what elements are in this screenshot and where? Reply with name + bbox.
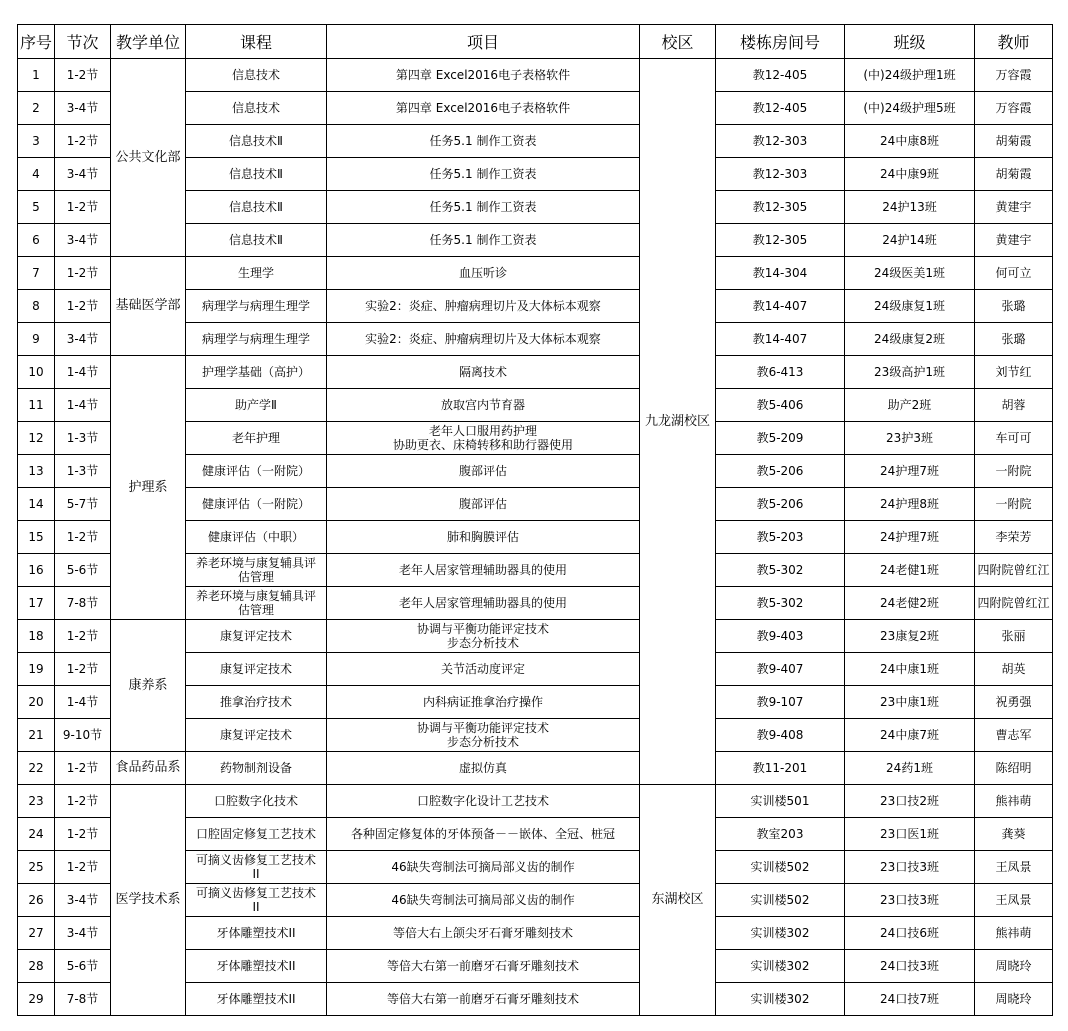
class-cell: 23级高护1班: [845, 356, 975, 389]
class-cell: 23康复2班: [845, 620, 975, 653]
header-teacher: 教师: [975, 25, 1053, 59]
row-number: 2: [18, 92, 55, 125]
room-cell: 教5-302: [716, 554, 845, 587]
project-cell: [327, 983, 640, 1016]
class-cell: 23中康1班: [845, 686, 975, 719]
room-cell: 教5-406: [716, 389, 845, 422]
course-cell: [186, 158, 327, 191]
teacher-cell: 熊祎萌: [975, 917, 1053, 950]
row-number: 27: [18, 917, 55, 950]
class-cell: 24护理8班: [845, 488, 975, 521]
class-cell: 24口技3班: [845, 950, 975, 983]
row-number: 12: [18, 422, 55, 455]
teacher-cell: 刘节红: [975, 356, 1053, 389]
campus-cell: 东湖校区: [640, 785, 716, 1016]
row-number: 10: [18, 356, 55, 389]
row-number: 14: [18, 488, 55, 521]
room-cell: 教14-407: [716, 290, 845, 323]
course-cell-line: 牙体雕塑技术II: [216, 992, 296, 1006]
header-course: 课程: [186, 25, 327, 59]
header-row: [18, 25, 1053, 59]
course-cell: [186, 290, 327, 323]
project-cell: [327, 917, 640, 950]
project-cell: [327, 950, 640, 983]
teacher-cell: 四附院曾红江: [975, 587, 1053, 620]
row-period: 7-8节: [55, 983, 111, 1016]
class-cell: 24护理7班: [845, 455, 975, 488]
project-cell-line: 内科病证推拿治疗操作: [422, 695, 543, 709]
course-cell: [186, 554, 327, 587]
teacher-cell: 曹志军: [975, 719, 1053, 752]
row-period: 1-2节: [55, 59, 111, 92]
row-period: 1-2节: [55, 851, 111, 884]
row-period: 1-4节: [55, 686, 111, 719]
teacher-cell: 万容霞: [975, 92, 1053, 125]
row-period: 3-4节: [55, 323, 111, 356]
project-cell-line: 腹部评估: [458, 497, 507, 511]
course-cell-line: 口腔数字化技术: [213, 794, 298, 808]
course-cell-line: 信息技术Ⅱ: [229, 134, 283, 148]
course-cell-line: 康复评定技术: [219, 662, 292, 676]
course-cell-line: 康复评定技术: [219, 728, 292, 742]
class-cell: 24口技7班: [845, 983, 975, 1016]
room-cell: 教5-209: [716, 422, 845, 455]
teacher-cell: 胡蓉: [975, 389, 1053, 422]
room-cell: 教12-405: [716, 59, 845, 92]
row-period: 1-2节: [55, 785, 111, 818]
room-cell: 教14-304: [716, 257, 845, 290]
project-cell: [327, 686, 640, 719]
row-period: 3-4节: [55, 92, 111, 125]
room-cell: 教12-305: [716, 191, 845, 224]
header-unit: 教学单位: [111, 25, 186, 59]
row-number: 25: [18, 851, 55, 884]
teacher-cell: 胡菊霞: [975, 125, 1053, 158]
row-period: 3-4节: [55, 224, 111, 257]
row-number: 24: [18, 818, 55, 851]
course-cell-line: 病理学与病理生理学: [201, 332, 310, 346]
row-period: 1-2节: [55, 191, 111, 224]
course-cell: [186, 422, 327, 455]
header-class: 班级: [845, 25, 975, 59]
header-no: 序号: [18, 25, 55, 59]
project-cell: [327, 488, 640, 521]
project-cell-line: 第四章 Excel2016电子表格软件: [395, 68, 571, 82]
header-period: 节次: [55, 25, 111, 59]
row-period: 1-2节: [55, 125, 111, 158]
row-number: 17: [18, 587, 55, 620]
room-cell: 教11-201: [716, 752, 845, 785]
project-cell-line: 老年人居家管理辅助器具的使用: [398, 596, 567, 610]
course-cell-line: 推拿治疗技术: [219, 695, 292, 709]
row-period: 1-4节: [55, 356, 111, 389]
course-cell: [186, 653, 327, 686]
project-cell-line: 等倍大右第一前磨牙石膏牙雕刻技术: [386, 959, 579, 973]
teacher-cell: 胡英: [975, 653, 1053, 686]
project-cell: [327, 59, 640, 92]
row-number: 4: [18, 158, 55, 191]
project-cell: [327, 92, 640, 125]
project-cell-line: 肺和胸膜评估: [446, 530, 519, 544]
class-cell: 23护3班: [845, 422, 975, 455]
row-number: 8: [18, 290, 55, 323]
room-cell: 实训楼502: [716, 884, 845, 917]
project-cell: [327, 455, 640, 488]
project-cell: [327, 389, 640, 422]
course-cell-line: 康复评定技术: [219, 629, 292, 643]
course-cell-line: 生理学: [237, 266, 274, 280]
class-cell: 助产2班: [845, 389, 975, 422]
course-cell: [186, 785, 327, 818]
row-period: 1-3节: [55, 422, 111, 455]
row-number: 1: [18, 59, 55, 92]
project-cell-line: 血压听诊: [458, 266, 507, 280]
project-cell: [327, 620, 640, 653]
row-period: 7-8节: [55, 587, 111, 620]
class-cell: 24级医美1班: [845, 257, 975, 290]
header-room: 楼栋房间号: [716, 25, 845, 59]
room-cell: 实训楼302: [716, 950, 845, 983]
class-cell: 24护14班: [845, 224, 975, 257]
project-cell-line: 协助更衣、床椅转移和助行器使用: [392, 438, 573, 452]
course-cell: [186, 257, 327, 290]
project-cell-line: 虚拟仿真: [458, 761, 507, 775]
class-cell: 23口医1班: [845, 818, 975, 851]
course-cell: [186, 488, 327, 521]
room-cell: 教5-302: [716, 587, 845, 620]
row-period: 3-4节: [55, 884, 111, 917]
unit-cell: 公共文化部: [111, 59, 186, 257]
teacher-cell: 王凤景: [975, 851, 1053, 884]
table-row: [18, 785, 1053, 818]
room-cell: 教6-413: [716, 356, 845, 389]
project-cell-line: 第四章 Excel2016电子表格软件: [395, 101, 571, 115]
teacher-cell: 黄建宇: [975, 191, 1053, 224]
project-cell: [327, 785, 640, 818]
room-cell: 教9-407: [716, 653, 845, 686]
course-cell-line: 病理学与病理生理学: [201, 299, 310, 313]
project-cell-line: 46缺失弯制法可摘局部义齿的制作: [391, 893, 575, 907]
project-cell: [327, 422, 640, 455]
course-cell-line: 牙体雕塑技术II: [216, 926, 296, 940]
row-period: 9-10节: [55, 719, 111, 752]
project-cell: [327, 719, 640, 752]
table-body: [18, 59, 1053, 1016]
project-cell-line: 隔离技术: [458, 365, 507, 379]
project-cell: [327, 125, 640, 158]
project-cell: [327, 257, 640, 290]
room-cell: 教12-305: [716, 224, 845, 257]
course-cell-line: 护理学基础（高护）: [201, 365, 310, 379]
project-cell-line: 协调与平衡功能评定技术: [416, 721, 549, 735]
row-period: 5-6节: [55, 950, 111, 983]
row-number: 22: [18, 752, 55, 785]
teacher-cell: 李荣芳: [975, 521, 1053, 554]
project-cell-line: 放取宫内节育器: [440, 398, 525, 412]
project-cell-line: 任务5.1 制作工资表: [429, 200, 537, 214]
project-cell-line: 实验2：炎症、肿瘤病理切片及大体标本观察: [365, 299, 601, 313]
room-cell: 实训楼501: [716, 785, 845, 818]
row-period: 1-3节: [55, 455, 111, 488]
row-period: 1-2节: [55, 521, 111, 554]
course-cell-line: II: [252, 900, 260, 914]
teacher-cell: 熊祎萌: [975, 785, 1053, 818]
course-cell: [186, 356, 327, 389]
course-cell: [186, 455, 327, 488]
room-cell: 教12-303: [716, 125, 845, 158]
room-cell: 教5-206: [716, 488, 845, 521]
class-cell: 24级康复2班: [845, 323, 975, 356]
row-number: 5: [18, 191, 55, 224]
class-cell: 24口技6班: [845, 917, 975, 950]
project-cell: [327, 323, 640, 356]
course-cell-line: 养老环境与康复辅具评: [195, 556, 316, 570]
row-number: 21: [18, 719, 55, 752]
course-cell: [186, 719, 327, 752]
course-cell: [186, 620, 327, 653]
course-cell-line: 信息技术Ⅱ: [229, 167, 283, 181]
project-cell-line: 老年人口服用药护理: [428, 424, 537, 438]
project-cell-line: 等倍大右上颌尖牙石膏牙雕刻技术: [392, 926, 573, 940]
course-cell: [186, 191, 327, 224]
schedule-table: [17, 24, 1053, 1016]
project-cell-line: 等倍大右第一前磨牙石膏牙雕刻技术: [386, 992, 579, 1006]
teacher-cell: 一附院: [975, 488, 1053, 521]
row-period: 1-2节: [55, 818, 111, 851]
class-cell: 24老健1班: [845, 554, 975, 587]
class-cell: 24中康1班: [845, 653, 975, 686]
row-number: 28: [18, 950, 55, 983]
project-cell: [327, 818, 640, 851]
course-cell: [186, 884, 327, 917]
room-cell: 教12-405: [716, 92, 845, 125]
course-cell-line: 药物制剂设备: [219, 761, 292, 775]
teacher-cell: 一附院: [975, 455, 1053, 488]
course-cell: [186, 389, 327, 422]
course-cell: [186, 917, 327, 950]
teacher-cell: 胡菊霞: [975, 158, 1053, 191]
room-cell: 实训楼502: [716, 851, 845, 884]
teacher-cell: 龚葵: [975, 818, 1053, 851]
teacher-cell: 万容霞: [975, 59, 1053, 92]
project-cell: [327, 851, 640, 884]
class-cell: 24护13班: [845, 191, 975, 224]
row-number: 9: [18, 323, 55, 356]
course-cell: [186, 818, 327, 851]
project-cell-line: 关节活动度评定: [440, 662, 525, 676]
room-cell: 实训楼302: [716, 983, 845, 1016]
unit-cell: 基础医学部: [111, 257, 186, 356]
course-cell-line: 养老环境与康复辅具评: [195, 589, 316, 603]
teacher-cell: 祝勇强: [975, 686, 1053, 719]
unit-cell: 护理系: [111, 356, 186, 620]
row-number: 13: [18, 455, 55, 488]
teacher-cell: 张璐: [975, 323, 1053, 356]
class-cell: 24中康9班: [845, 158, 975, 191]
project-cell: [327, 554, 640, 587]
course-cell: [186, 92, 327, 125]
project-cell-line: 口腔数字化设计工艺技术: [416, 794, 549, 808]
course-cell: [186, 224, 327, 257]
row-number: 19: [18, 653, 55, 686]
table-row: [18, 752, 1053, 785]
project-cell-line: 协调与平衡功能评定技术: [416, 622, 549, 636]
course-cell-line: II: [252, 867, 260, 881]
table-row: [18, 356, 1053, 389]
header-campus: 校区: [640, 25, 716, 59]
class-cell: 24级康复1班: [845, 290, 975, 323]
course-cell: [186, 851, 327, 884]
row-number: 15: [18, 521, 55, 554]
class-cell: 23口技2班: [845, 785, 975, 818]
row-period: 1-4节: [55, 389, 111, 422]
class-cell: 24老健2班: [845, 587, 975, 620]
teacher-cell: 陈绍明: [975, 752, 1053, 785]
room-cell: 教室203: [716, 818, 845, 851]
teacher-cell: 周晓玲: [975, 950, 1053, 983]
class-cell: 24护理7班: [845, 521, 975, 554]
project-cell-line: 老年人居家管理辅助器具的使用: [398, 563, 567, 577]
room-cell: 教9-107: [716, 686, 845, 719]
project-cell-line: 实验2：炎症、肿瘤病理切片及大体标本观察: [365, 332, 601, 346]
room-cell: 教9-408: [716, 719, 845, 752]
class-cell: (中)24级护理1班: [845, 59, 975, 92]
project-cell: [327, 191, 640, 224]
row-number: 3: [18, 125, 55, 158]
class-cell: (中)24级护理5班: [845, 92, 975, 125]
project-cell: [327, 653, 640, 686]
class-cell: 23口技3班: [845, 851, 975, 884]
course-cell: [186, 59, 327, 92]
room-cell: 教5-206: [716, 455, 845, 488]
course-cell-line: 健康评估（一附院）: [201, 497, 310, 511]
course-cell-line: 信息技术: [231, 68, 280, 82]
project-cell: [327, 884, 640, 917]
teacher-cell: 四附院曾红江: [975, 554, 1053, 587]
class-cell: 24中康8班: [845, 125, 975, 158]
course-cell: [186, 686, 327, 719]
course-cell: [186, 521, 327, 554]
teacher-cell: 王凤景: [975, 884, 1053, 917]
row-number: 23: [18, 785, 55, 818]
course-cell: [186, 587, 327, 620]
row-period: 3-4节: [55, 158, 111, 191]
course-cell-line: 可摘义齿修复工艺技术: [195, 853, 316, 867]
course-cell: [186, 323, 327, 356]
row-number: 20: [18, 686, 55, 719]
row-period: 1-2节: [55, 257, 111, 290]
table-row: [18, 620, 1053, 653]
row-period: 5-6节: [55, 554, 111, 587]
teacher-cell: 周晓玲: [975, 983, 1053, 1016]
project-cell: [327, 521, 640, 554]
row-number: 29: [18, 983, 55, 1016]
course-cell: [186, 752, 327, 785]
course-cell-line: 健康评估（中职）: [207, 530, 304, 544]
unit-cell: 康养系: [111, 620, 186, 752]
teacher-cell: 张丽: [975, 620, 1053, 653]
row-period: 5-7节: [55, 488, 111, 521]
course-cell: [186, 950, 327, 983]
project-cell: [327, 752, 640, 785]
project-cell: [327, 158, 640, 191]
row-number: 6: [18, 224, 55, 257]
teacher-cell: 黄建宇: [975, 224, 1053, 257]
room-cell: 实训楼302: [716, 917, 845, 950]
row-number: 16: [18, 554, 55, 587]
project-cell-line: 腹部评估: [458, 464, 507, 478]
row-number: 26: [18, 884, 55, 917]
unit-cell: 医学技术系: [111, 785, 186, 1016]
room-cell: 教14-407: [716, 323, 845, 356]
course-cell-line: 牙体雕塑技术II: [216, 959, 296, 973]
class-cell: 24药1班: [845, 752, 975, 785]
row-number: 7: [18, 257, 55, 290]
course-cell-line: 估管理: [237, 603, 274, 617]
course-cell-line: 老年护理: [231, 431, 280, 445]
room-cell: 教9-403: [716, 620, 845, 653]
row-period: 1-2节: [55, 752, 111, 785]
course-cell-line: 信息技术Ⅱ: [229, 200, 283, 214]
project-cell: [327, 290, 640, 323]
course-cell-line: 可摘义齿修复工艺技术: [195, 886, 316, 900]
project-cell: [327, 356, 640, 389]
course-cell-line: 信息技术Ⅱ: [229, 233, 283, 247]
table-row: [18, 59, 1053, 92]
project-cell-line: 任务5.1 制作工资表: [429, 233, 537, 247]
row-period: 3-4节: [55, 917, 111, 950]
project-cell-line: 46缺失弯制法可摘局部义齿的制作: [391, 860, 575, 874]
project-cell: [327, 587, 640, 620]
project-cell: [327, 224, 640, 257]
row-period: 1-2节: [55, 620, 111, 653]
course-cell: [186, 983, 327, 1016]
course-cell-line: 估管理: [237, 570, 274, 584]
teacher-cell: 张璐: [975, 290, 1053, 323]
course-cell-line: 信息技术: [231, 101, 280, 115]
room-cell: 教12-303: [716, 158, 845, 191]
course-cell-line: 健康评估（一附院）: [201, 464, 310, 478]
course-cell-line: 口腔固定修复工艺技术: [195, 827, 316, 841]
room-cell: 教5-203: [716, 521, 845, 554]
project-cell-line: 步态分析技术: [446, 636, 519, 650]
table-row: [18, 257, 1053, 290]
teacher-cell: 车可可: [975, 422, 1053, 455]
header-project: 项目: [327, 25, 640, 59]
course-cell: [186, 125, 327, 158]
unit-cell: 食品药品系: [111, 752, 186, 785]
project-cell-line: 步态分析技术: [446, 735, 519, 749]
row-number: 18: [18, 620, 55, 653]
course-cell-line: 助产学Ⅱ: [235, 398, 277, 412]
teacher-cell: 何可立: [975, 257, 1053, 290]
row-period: 1-2节: [55, 653, 111, 686]
row-period: 1-2节: [55, 290, 111, 323]
class-cell: 24中康7班: [845, 719, 975, 752]
class-cell: 23口技3班: [845, 884, 975, 917]
project-cell-line: 任务5.1 制作工资表: [429, 134, 537, 148]
project-cell-line: 任务5.1 制作工资表: [429, 167, 537, 181]
campus-cell: 九龙湖校区: [640, 59, 716, 785]
row-number: 11: [18, 389, 55, 422]
project-cell-line: 各种固定修复体的牙体预备－－嵌体、全冠、桩冠: [350, 827, 615, 841]
